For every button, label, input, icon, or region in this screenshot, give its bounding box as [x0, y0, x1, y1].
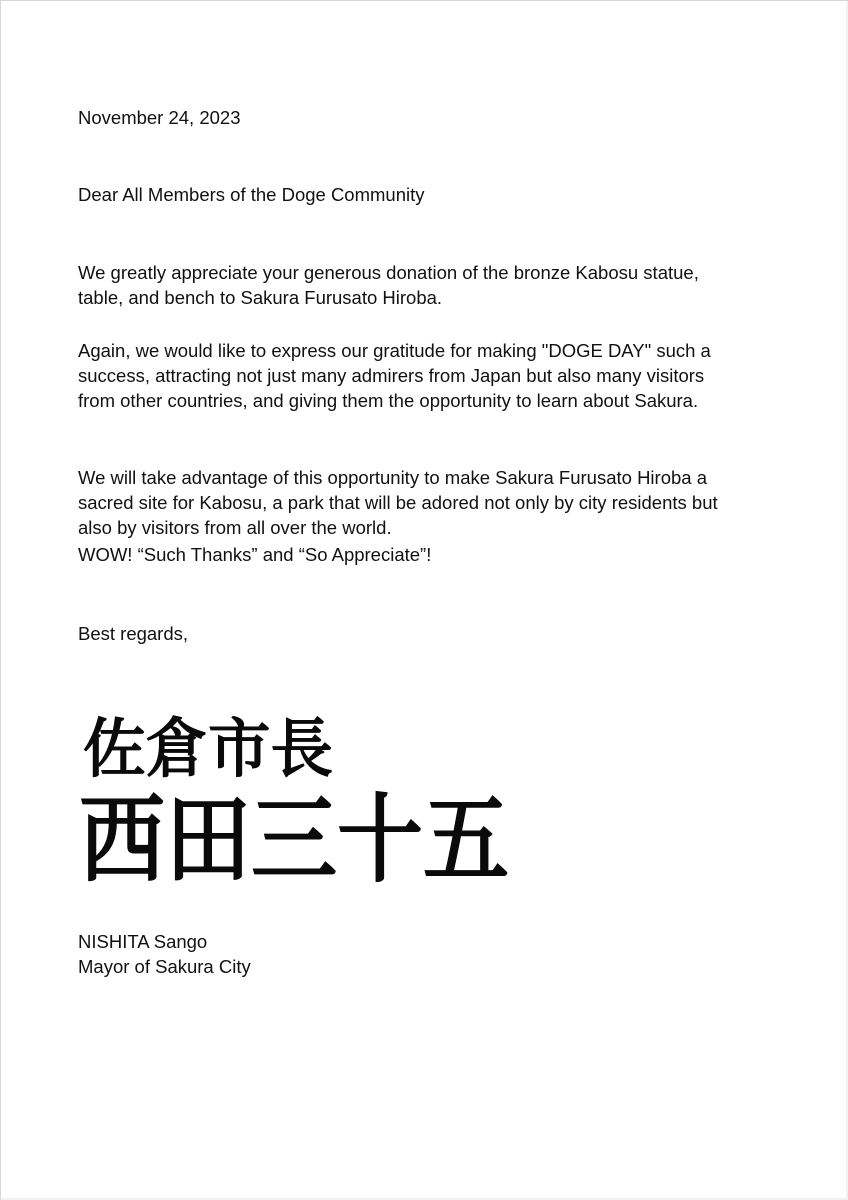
body-paragraph-4: WOW! “Such Thanks” and “So Appreciate”! [78, 544, 432, 565]
letter-date: November 24, 2023 [78, 107, 241, 128]
salutation: Dear All Members of the Doge Community [78, 184, 425, 205]
signature-line-title: 佐倉市長 [83, 712, 333, 787]
closing: Best regards, [78, 623, 189, 644]
body-paragraph-2: Again, we would like to express our gratitude for making "DOGE DAY" such a success, attracting not just many admirers from Japan but also many visitors from other countries, and giving them the opportunity to learn about Sakura. [78, 340, 711, 411]
body-paragraph-3: We will take advantage of this opportunity to make Sakura Furusato Hiroba a sacred site for Kabosu, a park that will be adored not only by city residents but also by visitors from all over the world. [78, 467, 718, 538]
signer-name: NISHITA Sango [78, 931, 208, 952]
handwritten-signature [79, 703, 519, 893]
signature-line-name: 西田三十五 [79, 783, 509, 893]
signer-title: Mayor of Sakura City [78, 956, 251, 977]
signature-calligraphy [79, 703, 519, 893]
body-paragraph-1: We greatly appreciate your generous donation of the bronze Kabosu statue, table, and bench to Sakura Furusato Hiroba. [78, 262, 699, 308]
